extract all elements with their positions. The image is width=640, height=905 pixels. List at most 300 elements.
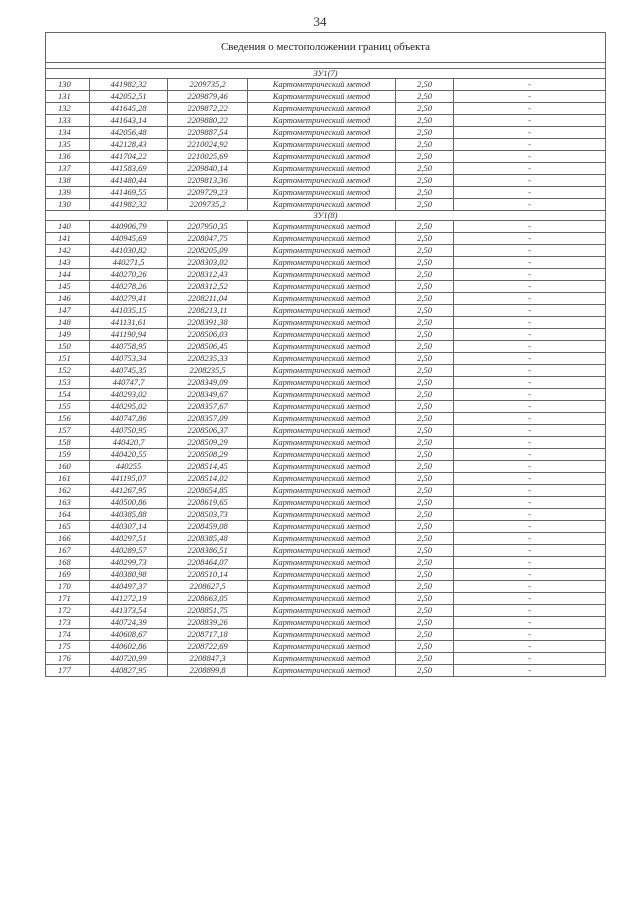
- description: -: [454, 151, 606, 163]
- table-row: [46, 163, 606, 175]
- table-row: [46, 545, 606, 557]
- coordinate-y: 2208847,3: [168, 653, 248, 665]
- accuracy: 2,50: [396, 485, 454, 497]
- accuracy: 2,50: [396, 199, 454, 211]
- method: Картометрический метод: [248, 545, 396, 557]
- coordinate-y: 2208385,48: [168, 533, 248, 545]
- accuracy: 2,50: [396, 569, 454, 581]
- point-number: 165: [46, 521, 90, 533]
- table-row: [46, 629, 606, 641]
- description: -: [454, 305, 606, 317]
- description: -: [454, 557, 606, 569]
- coordinate-y: 2208312,52: [168, 281, 248, 293]
- point-number: 142: [46, 245, 90, 257]
- method: Картометрический метод: [248, 341, 396, 353]
- coordinate-y: 2208235,5: [168, 365, 248, 377]
- table-row: [46, 569, 606, 581]
- description: -: [454, 187, 606, 199]
- point-number: 168: [46, 557, 90, 569]
- point-number: 137: [46, 163, 90, 175]
- coordinate-y: 2208506,45: [168, 341, 248, 353]
- description: -: [454, 245, 606, 257]
- coordinate-y: 2208047,75: [168, 233, 248, 245]
- description: -: [454, 389, 606, 401]
- table-title-row: [46, 33, 606, 63]
- coordinate-x: 441583,69: [90, 163, 168, 175]
- table-row: [46, 91, 606, 103]
- description: -: [454, 139, 606, 151]
- table-row: [46, 509, 606, 521]
- point-number: 131: [46, 91, 90, 103]
- table-row: [46, 437, 606, 449]
- method: Картометрический метод: [248, 199, 396, 211]
- accuracy: 2,50: [396, 103, 454, 115]
- method: Картометрический метод: [248, 653, 396, 665]
- description: -: [454, 127, 606, 139]
- method: Картометрический метод: [248, 293, 396, 305]
- point-number: 132: [46, 103, 90, 115]
- method: Картометрический метод: [248, 281, 396, 293]
- table-row: [46, 127, 606, 139]
- point-number: 151: [46, 353, 90, 365]
- method: Картометрический метод: [248, 269, 396, 281]
- description: -: [454, 641, 606, 653]
- table-row: [46, 425, 606, 437]
- description: -: [454, 509, 606, 521]
- description: -: [454, 103, 606, 115]
- point-number: 174: [46, 629, 90, 641]
- description: -: [454, 221, 606, 233]
- coordinate-y: 2209887,54: [168, 127, 248, 139]
- accuracy: 2,50: [396, 545, 454, 557]
- coordinate-y: 2209880,22: [168, 115, 248, 127]
- description: -: [454, 293, 606, 305]
- coordinate-x: 440945,69: [90, 233, 168, 245]
- description: -: [454, 653, 606, 665]
- coordinate-x: 440745,35: [90, 365, 168, 377]
- table-row: [46, 377, 606, 389]
- coordinate-x: 441373,54: [90, 605, 168, 617]
- point-number: 161: [46, 473, 90, 485]
- point-number: 149: [46, 329, 90, 341]
- method: Картометрический метод: [248, 473, 396, 485]
- accuracy: 2,50: [396, 401, 454, 413]
- coordinate-y: 2209735,2: [168, 199, 248, 211]
- point-number: 152: [46, 365, 90, 377]
- accuracy: 2,50: [396, 461, 454, 473]
- method: Картометрический метод: [248, 521, 396, 533]
- coordinate-x: 441982,32: [90, 199, 168, 211]
- coordinate-x: 441035,15: [90, 305, 168, 317]
- method: Картометрический метод: [248, 365, 396, 377]
- point-number: 167: [46, 545, 90, 557]
- point-number: 175: [46, 641, 90, 653]
- table-row: [46, 401, 606, 413]
- method: Картометрический метод: [248, 257, 396, 269]
- table-row: [46, 245, 606, 257]
- table-row: [46, 641, 606, 653]
- table-row: [46, 533, 606, 545]
- coordinate-y: 2208211,04: [168, 293, 248, 305]
- coordinate-x: 440753,34: [90, 353, 168, 365]
- description: -: [454, 163, 606, 175]
- point-number: 144: [46, 269, 90, 281]
- point-number: 136: [46, 151, 90, 163]
- coordinate-x: 440758,95: [90, 341, 168, 353]
- accuracy: 2,50: [396, 115, 454, 127]
- coordinate-x: 440307,14: [90, 521, 168, 533]
- method: Картометрический метод: [248, 127, 396, 139]
- section-label: ЗУ1(8): [46, 211, 606, 221]
- coordinate-x: 440720,99: [90, 653, 168, 665]
- method: Картометрический метод: [248, 581, 396, 593]
- accuracy: 2,50: [396, 269, 454, 281]
- accuracy: 2,50: [396, 175, 454, 187]
- accuracy: 2,50: [396, 317, 454, 329]
- accuracy: 2,50: [396, 641, 454, 653]
- method: Картометрический метод: [248, 437, 396, 449]
- table-row: [46, 317, 606, 329]
- coordinate-y: 2208464,07: [168, 557, 248, 569]
- method: Картометрический метод: [248, 509, 396, 521]
- method: Картометрический метод: [248, 353, 396, 365]
- coordinate-y: 2208357,09: [168, 413, 248, 425]
- description: -: [454, 377, 606, 389]
- method: Картометрический метод: [248, 629, 396, 641]
- description: -: [454, 617, 606, 629]
- accuracy: 2,50: [396, 521, 454, 533]
- accuracy: 2,50: [396, 329, 454, 341]
- method: Картометрический метод: [248, 617, 396, 629]
- description: -: [454, 91, 606, 103]
- description: -: [454, 665, 606, 677]
- coordinate-x: 440750,95: [90, 425, 168, 437]
- table-row: [46, 175, 606, 187]
- table-row: [46, 665, 606, 677]
- coordinate-y: 2208722,69: [168, 641, 248, 653]
- accuracy: 2,50: [396, 257, 454, 269]
- accuracy: 2,50: [396, 653, 454, 665]
- point-number: 176: [46, 653, 90, 665]
- coordinate-x: 440289,57: [90, 545, 168, 557]
- accuracy: 2,50: [396, 605, 454, 617]
- page-number: 34: [313, 14, 327, 29]
- table-row: [46, 329, 606, 341]
- coordinate-x: 441131,61: [90, 317, 168, 329]
- table-row: [46, 293, 606, 305]
- table-row: [46, 281, 606, 293]
- coordinate-x: 441480,44: [90, 175, 168, 187]
- table-row: [46, 389, 606, 401]
- accuracy: 2,50: [396, 473, 454, 485]
- accuracy: 2,50: [396, 581, 454, 593]
- point-number: 154: [46, 389, 90, 401]
- accuracy: 2,50: [396, 127, 454, 139]
- coordinate-y: 2208514,45: [168, 461, 248, 473]
- description: -: [454, 437, 606, 449]
- accuracy: 2,50: [396, 187, 454, 199]
- method: Картометрический метод: [248, 187, 396, 199]
- coordinate-x: 442052,51: [90, 91, 168, 103]
- accuracy: 2,50: [396, 509, 454, 521]
- coordinate-x: 441030,82: [90, 245, 168, 257]
- section-label: ЗУ1(7): [46, 69, 606, 79]
- accuracy: 2,50: [396, 617, 454, 629]
- table-row: [46, 115, 606, 127]
- coordinate-x: 440602,86: [90, 641, 168, 653]
- description: -: [454, 449, 606, 461]
- accuracy: 2,50: [396, 151, 454, 163]
- table-row: [46, 497, 606, 509]
- coordinate-y: 2208509,29: [168, 437, 248, 449]
- point-number: 160: [46, 461, 90, 473]
- table-row: [46, 79, 606, 91]
- point-number: 169: [46, 569, 90, 581]
- coordinate-x: 440747,86: [90, 413, 168, 425]
- point-number: 140: [46, 221, 90, 233]
- point-number: 157: [46, 425, 90, 437]
- method: Картометрический метод: [248, 221, 396, 233]
- coordinate-y: 2209840,14: [168, 163, 248, 175]
- point-number: 159: [46, 449, 90, 461]
- method: Картометрический метод: [248, 449, 396, 461]
- coordinate-y: 2208349,09: [168, 377, 248, 389]
- method: Картометрический метод: [248, 79, 396, 91]
- table-title: Сведения о местоположении границ объекта: [46, 33, 606, 63]
- table-row: [46, 413, 606, 425]
- coordinate-y: 2208619,65: [168, 497, 248, 509]
- method: Картометрический метод: [248, 329, 396, 341]
- accuracy: 2,50: [396, 533, 454, 545]
- point-number: 145: [46, 281, 90, 293]
- description: -: [454, 533, 606, 545]
- table-row: [46, 305, 606, 317]
- description: -: [454, 401, 606, 413]
- coordinate-x: 440297,51: [90, 533, 168, 545]
- coordinate-y: 2208510,14: [168, 569, 248, 581]
- description: -: [454, 593, 606, 605]
- method: Картометрический метод: [248, 245, 396, 257]
- point-number: 143: [46, 257, 90, 269]
- method: Картометрический метод: [248, 139, 396, 151]
- accuracy: 2,50: [396, 139, 454, 151]
- description: -: [454, 115, 606, 127]
- coordinate-x: 442128,43: [90, 139, 168, 151]
- description: -: [454, 497, 606, 509]
- accuracy: 2,50: [396, 233, 454, 245]
- table-row: [46, 187, 606, 199]
- section-header: [46, 211, 606, 221]
- point-number: 173: [46, 617, 90, 629]
- coordinate-x: 441190,94: [90, 329, 168, 341]
- description: -: [454, 269, 606, 281]
- accuracy: 2,50: [396, 293, 454, 305]
- method: Картометрический метод: [248, 641, 396, 653]
- point-number: 130: [46, 79, 90, 91]
- method: Картометрический метод: [248, 91, 396, 103]
- method: Картометрический метод: [248, 151, 396, 163]
- coordinate-x: 440380,98: [90, 569, 168, 581]
- table-row: [46, 521, 606, 533]
- accuracy: 2,50: [396, 245, 454, 257]
- method: Картометрический метод: [248, 485, 396, 497]
- table-row: [46, 199, 606, 211]
- accuracy: 2,50: [396, 353, 454, 365]
- point-number: 166: [46, 533, 90, 545]
- coordinate-y: 2208717,18: [168, 629, 248, 641]
- coordinate-x: 441645,28: [90, 103, 168, 115]
- method: Картометрический метод: [248, 413, 396, 425]
- coordinate-y: 2208386,51: [168, 545, 248, 557]
- accuracy: 2,50: [396, 413, 454, 425]
- coordinate-y: 2208506,37: [168, 425, 248, 437]
- coordinate-y: 2209729,23: [168, 187, 248, 199]
- table-row: [46, 617, 606, 629]
- boundary-table: [45, 32, 606, 677]
- coordinate-y: 2208503,73: [168, 509, 248, 521]
- accuracy: 2,50: [396, 389, 454, 401]
- table-row: [46, 557, 606, 569]
- coordinate-y: 2209735,2: [168, 79, 248, 91]
- point-number: 170: [46, 581, 90, 593]
- point-number: 164: [46, 509, 90, 521]
- accuracy: 2,50: [396, 497, 454, 509]
- coordinate-y: 2208514,02: [168, 473, 248, 485]
- description: -: [454, 605, 606, 617]
- method: Картометрический метод: [248, 425, 396, 437]
- method: Картометрический метод: [248, 103, 396, 115]
- description: -: [454, 199, 606, 211]
- coordinate-y: 2208839,26: [168, 617, 248, 629]
- table-row: [46, 269, 606, 281]
- accuracy: 2,50: [396, 377, 454, 389]
- description: -: [454, 545, 606, 557]
- coordinate-y: 2209872,22: [168, 103, 248, 115]
- description: -: [454, 175, 606, 187]
- coordinate-y: 2208627,5: [168, 581, 248, 593]
- description: -: [454, 317, 606, 329]
- coordinate-y: 2207950,35: [168, 221, 248, 233]
- table-row: [46, 139, 606, 151]
- coordinate-y: 2208213,11: [168, 305, 248, 317]
- table-row: [46, 593, 606, 605]
- coordinate-x: 441267,95: [90, 485, 168, 497]
- method: Картометрический метод: [248, 305, 396, 317]
- coordinate-x: 442056,48: [90, 127, 168, 139]
- table-row: [46, 605, 606, 617]
- point-number: 135: [46, 139, 90, 151]
- description: -: [454, 365, 606, 377]
- coordinate-y: 2208357,67: [168, 401, 248, 413]
- method: Картометрический метод: [248, 401, 396, 413]
- accuracy: 2,50: [396, 629, 454, 641]
- point-number: 130: [46, 199, 90, 211]
- description: -: [454, 581, 606, 593]
- accuracy: 2,50: [396, 449, 454, 461]
- coordinate-x: 440420,7: [90, 437, 168, 449]
- coordinate-y: 2208303,02: [168, 257, 248, 269]
- coordinate-x: 440906,79: [90, 221, 168, 233]
- method: Картометрический метод: [248, 389, 396, 401]
- coordinate-x: 441982,32: [90, 79, 168, 91]
- description: -: [454, 425, 606, 437]
- coordinate-x: 440608,67: [90, 629, 168, 641]
- coordinate-x: 440255: [90, 461, 168, 473]
- coordinate-y: 2208506,03: [168, 329, 248, 341]
- coordinate-y: 2208391,38: [168, 317, 248, 329]
- table-row: [46, 233, 606, 245]
- table-row: [46, 151, 606, 163]
- coordinate-x: 440279,41: [90, 293, 168, 305]
- table-row: [46, 103, 606, 115]
- coordinate-x: 440293,02: [90, 389, 168, 401]
- coordinate-x: 440385,88: [90, 509, 168, 521]
- coordinate-x: 440420,55: [90, 449, 168, 461]
- coordinate-y: 2209879,46: [168, 91, 248, 103]
- point-number: 156: [46, 413, 90, 425]
- point-number: 148: [46, 317, 90, 329]
- accuracy: 2,50: [396, 281, 454, 293]
- method: Картометрический метод: [248, 605, 396, 617]
- coordinate-x: 440827,95: [90, 665, 168, 677]
- coordinate-y: 2210025,69: [168, 151, 248, 163]
- coordinate-y: 2208654,85: [168, 485, 248, 497]
- point-number: 134: [46, 127, 90, 139]
- table-row: [46, 473, 606, 485]
- method: Картометрический метод: [248, 593, 396, 605]
- table-row: [46, 653, 606, 665]
- accuracy: 2,50: [396, 221, 454, 233]
- table-body: [46, 33, 606, 677]
- point-number: 133: [46, 115, 90, 127]
- table-row: [46, 221, 606, 233]
- coordinate-y: 2208663,05: [168, 593, 248, 605]
- point-number: 139: [46, 187, 90, 199]
- coordinate-x: 441195,07: [90, 473, 168, 485]
- accuracy: 2,50: [396, 341, 454, 353]
- table-row: [46, 341, 606, 353]
- method: Картометрический метод: [248, 233, 396, 245]
- method: Картометрический метод: [248, 461, 396, 473]
- table-row: [46, 461, 606, 473]
- accuracy: 2,50: [396, 425, 454, 437]
- coordinate-x: 440295,02: [90, 401, 168, 413]
- coordinate-y: 2210024,92: [168, 139, 248, 151]
- point-number: 171: [46, 593, 90, 605]
- method: Картометрический метод: [248, 175, 396, 187]
- coordinate-x: 440299,73: [90, 557, 168, 569]
- coordinate-x: 441272,19: [90, 593, 168, 605]
- accuracy: 2,50: [396, 437, 454, 449]
- method: Картометрический метод: [248, 317, 396, 329]
- coordinate-y: 2208508,29: [168, 449, 248, 461]
- point-number: 177: [46, 665, 90, 677]
- coordinate-y: 2208459,08: [168, 521, 248, 533]
- coordinate-x: 441704,22: [90, 151, 168, 163]
- coordinate-x: 441643,14: [90, 115, 168, 127]
- description: -: [454, 413, 606, 425]
- point-number: 162: [46, 485, 90, 497]
- method: Картометрический метод: [248, 569, 396, 581]
- method: Картометрический метод: [248, 557, 396, 569]
- coordinate-y: 2208349,67: [168, 389, 248, 401]
- table-row: [46, 257, 606, 269]
- point-number: 153: [46, 377, 90, 389]
- description: -: [454, 629, 606, 641]
- coordinate-x: 440500,86: [90, 497, 168, 509]
- method: Картометрический метод: [248, 115, 396, 127]
- description: -: [454, 341, 606, 353]
